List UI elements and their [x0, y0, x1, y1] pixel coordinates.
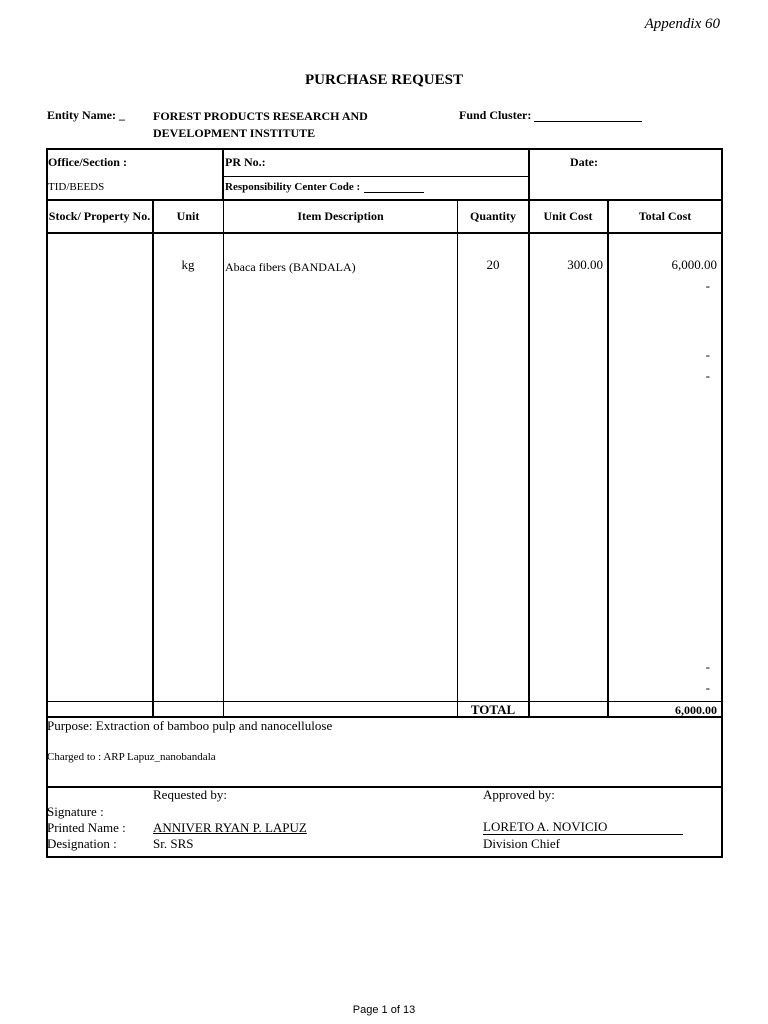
- divider-total-row: [46, 701, 723, 702]
- approver-name: [483, 820, 683, 835]
- divider-purpose-signatories: [46, 786, 723, 788]
- rcc-blank: [364, 182, 424, 193]
- signature-label: Signature :: [47, 804, 104, 819]
- divider-pr-date: [528, 148, 530, 201]
- item-total-cost: 6,000.00: [671, 257, 717, 272]
- col-header-quantity: Quantity: [469, 209, 516, 223]
- total-cost-dash: -: [705, 659, 710, 674]
- item-unit-cost: 300.00: [567, 257, 603, 272]
- col-header-unit: Unit: [176, 209, 200, 223]
- item-quantity: 20: [486, 257, 500, 272]
- fund-cluster-label: Fund Cluster:: [459, 108, 532, 122]
- divider-header-columns: [46, 199, 723, 201]
- col-header-unit-cost: Unit Cost: [543, 209, 593, 223]
- approver-name-text: LORETO A. NOVICIO: [483, 819, 608, 834]
- total-cost-dash: -: [705, 368, 710, 383]
- rcc-label: Responsibility Center Code :: [225, 181, 361, 193]
- requester-designation: Sr. SRS: [153, 836, 194, 851]
- printed-name-label: Printed Name :: [47, 820, 126, 835]
- office-section-label: Office/Section :: [48, 155, 127, 169]
- total-label: TOTAL: [470, 702, 516, 717]
- date-label: Date:: [570, 155, 598, 169]
- purpose-text: Purpose: Extraction of bamboo pulp and nanocellulose: [47, 718, 333, 733]
- approver-designation: Division Chief: [483, 836, 560, 851]
- col-header-total-cost: Total Cost: [638, 209, 692, 223]
- divider-columns-body: [46, 232, 723, 234]
- total-cost-dash: -: [705, 680, 710, 695]
- col-divider-4: [528, 199, 530, 717]
- designation-label: Designation :: [47, 836, 117, 851]
- entity-name-label: Entity Name: _: [47, 108, 125, 122]
- divider-pr-rcc: [222, 176, 529, 177]
- total-cost-dash: -: [705, 347, 710, 362]
- item-unit: kg: [181, 257, 195, 272]
- requester-name: ANNIVER RYAN P. LAPUZ: [153, 820, 307, 835]
- appendix-label: Appendix 60: [644, 16, 720, 32]
- page-title: PURCHASE REQUEST: [305, 72, 463, 88]
- divider-office-pr: [222, 148, 224, 201]
- col-divider-3: [457, 199, 458, 717]
- col-divider-1: [152, 199, 154, 717]
- charged-to-text: Charged to : ARP Lapuz_nanobandala: [47, 751, 216, 763]
- entity-name-line1: FOREST PRODUCTS RESEARCH AND: [153, 109, 368, 123]
- col-header-stock: Stock/ Property No.: [48, 209, 151, 223]
- fund-cluster-blank: [534, 121, 642, 122]
- col-header-description: Item Description: [297, 209, 384, 223]
- office-section-value: TID/BEEDS: [48, 181, 105, 193]
- total-cost-dash: -: [705, 278, 710, 293]
- responsibility-center-code: [225, 181, 424, 193]
- total-value: 6,000.00: [675, 703, 717, 717]
- entity-name-line2: DEVELOPMENT INSTITUTE: [153, 126, 316, 140]
- pr-number-label: PR No.:: [225, 155, 266, 169]
- col-divider-5: [607, 199, 609, 717]
- item-description: Abaca fibers (BANDALA): [225, 260, 356, 274]
- col-divider-2: [223, 199, 224, 717]
- page-number: Page 1 of 13: [352, 1004, 416, 1016]
- entity-name-value: [153, 108, 413, 142]
- requested-by-label: Requested by:: [153, 787, 228, 802]
- approved-by-label: Approved by:: [483, 787, 555, 802]
